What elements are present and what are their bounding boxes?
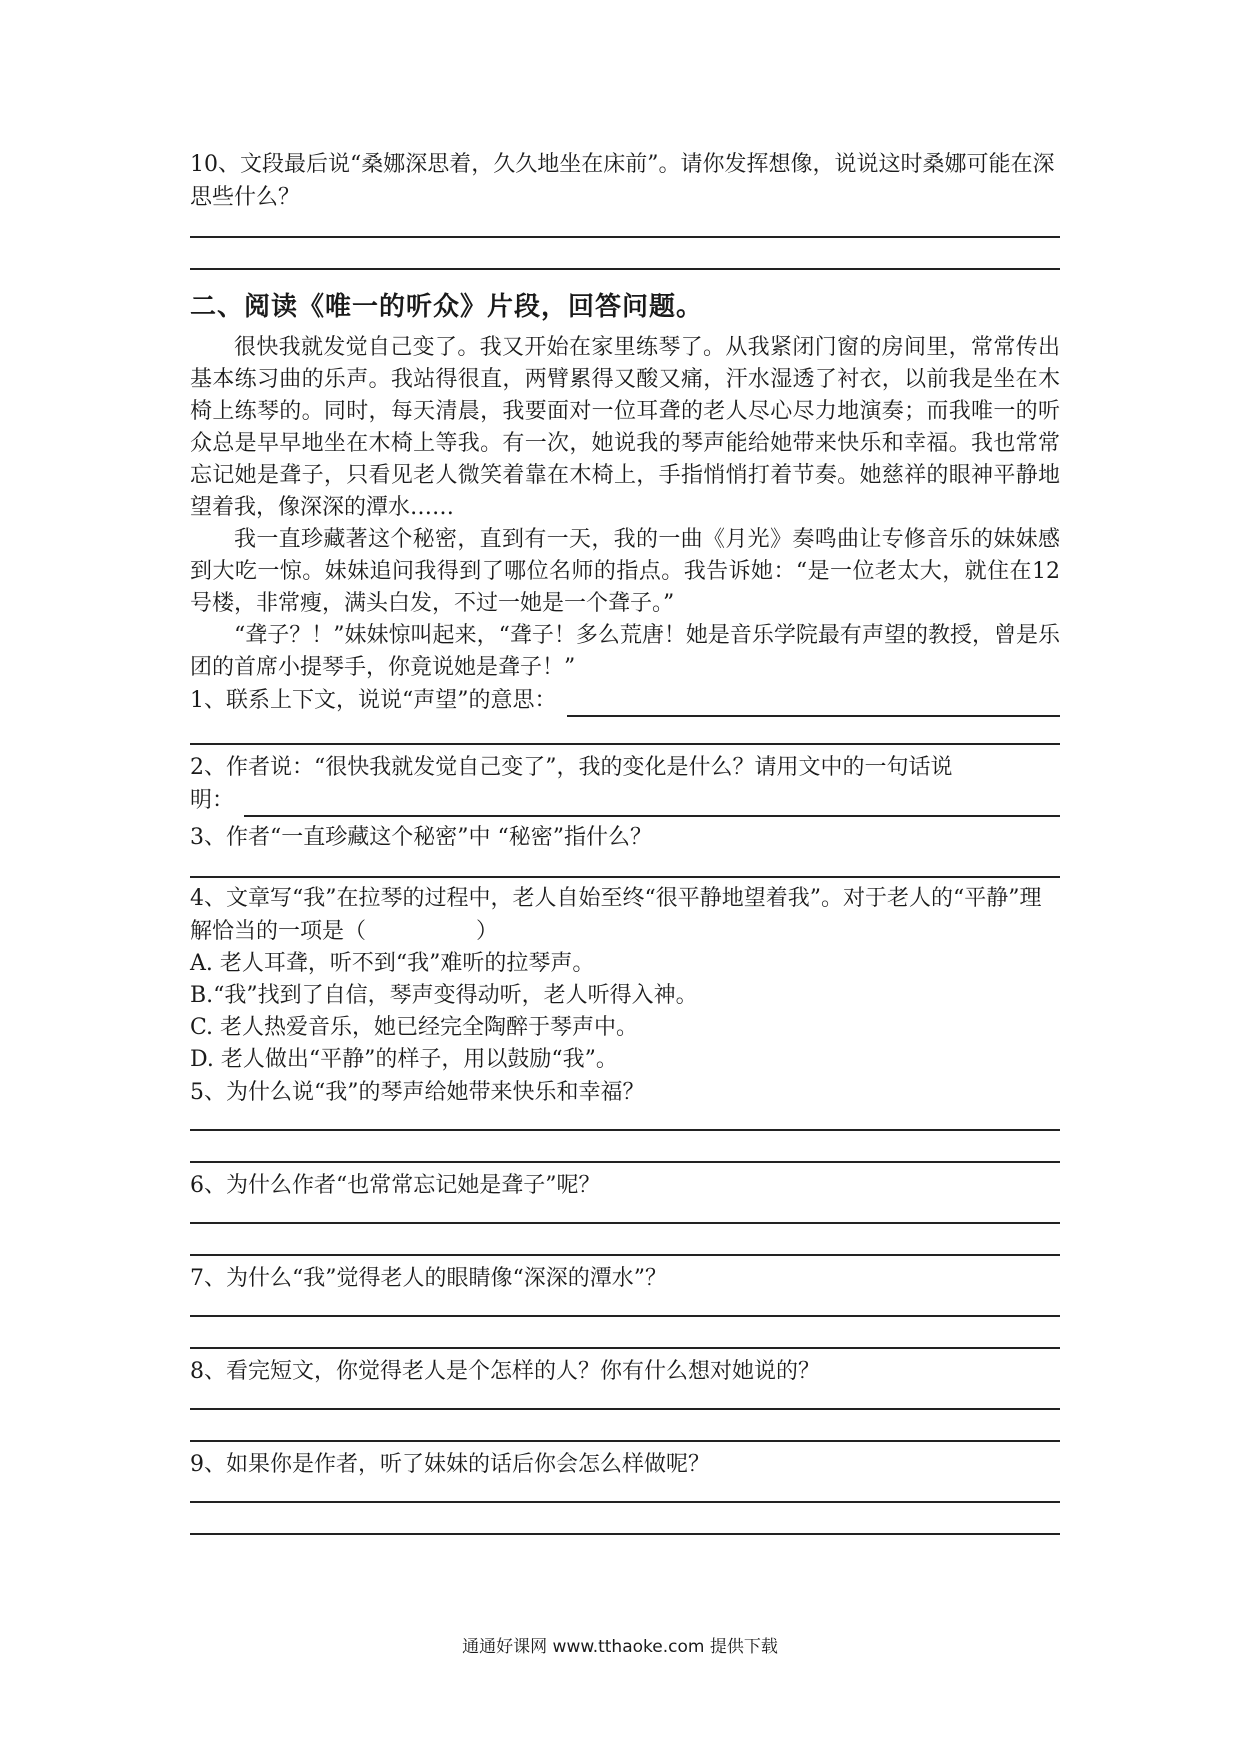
- answer-line: [190, 876, 1060, 878]
- section-heading: 二、阅读《唯一的听众》片段，回答问题。: [190, 292, 704, 322]
- worksheet-content: [190, 148, 1060, 1535]
- question-4-options: [190, 948, 1060, 1076]
- passage-paragraph: 我一直珍藏著这个秘密，直到有一天，我的一曲《月光》奏鸣曲让专修音乐的妹妹感到大吃一惊。妹妹追问我得到了哪位名师的指点。我告诉她：“是一位老太大，就住在12号楼，非常瘦，满头白发，不过一她是一个聋子。”: [190, 527, 1060, 616]
- passage-paragraph: “聋子？！”妹妹惊叫起来，“聋子！多么荒唐！她是音乐学院最有声望的教授，曾是乐团的首席小提琴手，你竟说她是聋子！”: [190, 623, 1060, 680]
- question-4: 4、文章写“我”在拉琴的过程中，老人自始至终“很平静地望着我”。对于老人的“平静”理解恰当的一项是（ ）: [190, 886, 1042, 944]
- question-5: 5、为什么说“我”的琴声给她带来快乐和幸福？: [190, 1080, 645, 1105]
- answer-line: [190, 1408, 1060, 1410]
- answer-line: [190, 743, 1060, 745]
- question-7: 7、为什么“我”觉得老人的眼睛像“深深的潭水”？: [190, 1266, 667, 1291]
- question-10: 10、文段最后说“桑娜深思着，久久地坐在床前”。请你发挥想像，说说这时桑娜可能在深思些什么？: [190, 152, 1055, 210]
- option-c: C. 老人热爱音乐，她已经完全陶醉于琴声中。: [190, 1015, 639, 1040]
- answer-line: [190, 236, 1060, 238]
- question-1: [190, 684, 1060, 717]
- answer-line: [190, 1254, 1060, 1256]
- answer-line: [190, 1161, 1060, 1163]
- option-a: A. 老人耳聋，听不到“我”难听的拉琴声。: [190, 951, 595, 976]
- option-d: D. 老人做出“平静”的样子，用以鼓励“我”。: [190, 1047, 618, 1072]
- answer-line: [190, 1129, 1060, 1131]
- question-1-text: 1、联系上下文，说说“声望”的意思：: [190, 688, 557, 713]
- question-2-continued: [190, 784, 1060, 817]
- answer-line: [190, 1315, 1060, 1317]
- answer-line: [190, 1533, 1060, 1535]
- answer-line: [190, 268, 1060, 270]
- question-6: 6、为什么作者“也常常忘记她是聋子”呢？: [190, 1173, 601, 1198]
- page-footer: 通通好课网 www.tthaoke.com 提供下载: [462, 1637, 778, 1657]
- answer-line: [244, 793, 1060, 817]
- answer-line: [190, 1501, 1060, 1503]
- passage-paragraph: 很快我就发觉自己变了。我又开始在家里练琴了。从我紧闭门窗的房间里，常常传出基本练习曲的乐声。我站得很直，两臂累得又酸又痛，汗水湿透了衬衣，以前我是坐在木椅上练琴的。同时，每天清晨，我要面对一位耳聋的老人尽心尽力地演奏；而我唯一的听众总是早早地坐在木椅上等我。有一次，她说我的琴声能给她带来快乐和幸福。我也常常忘记她是聋子，只看见老人微笑着靠在木椅上，手指悄悄打着节奏。她慈祥的眼神平静地望着我，像深深的潭水……: [190, 335, 1060, 520]
- question-2-text: 明：: [190, 788, 235, 813]
- answer-line: [190, 1222, 1060, 1224]
- answer-line: [567, 693, 1061, 717]
- option-b: B.“我”找到了自信，琴声变得动听，老人听得入神。: [190, 983, 698, 1008]
- answer-line: [190, 1347, 1060, 1349]
- question-2: 2、作者说：“很快我就发觉自己变了”，我的变化是什么？请用文中的一句话说: [190, 755, 953, 780]
- question-8: 8、看完短文，你觉得老人是个怎样的人？你有什么想对她说的？: [190, 1359, 820, 1384]
- question-9: 9、如果你是作者，听了妹妹的话后你会怎么样做呢？: [190, 1452, 710, 1477]
- answer-line: [190, 1440, 1060, 1442]
- reading-passage: [190, 332, 1060, 684]
- question-3: 3、作者“一直珍藏这个秘密”中 “秘密”指什么？: [190, 825, 652, 850]
